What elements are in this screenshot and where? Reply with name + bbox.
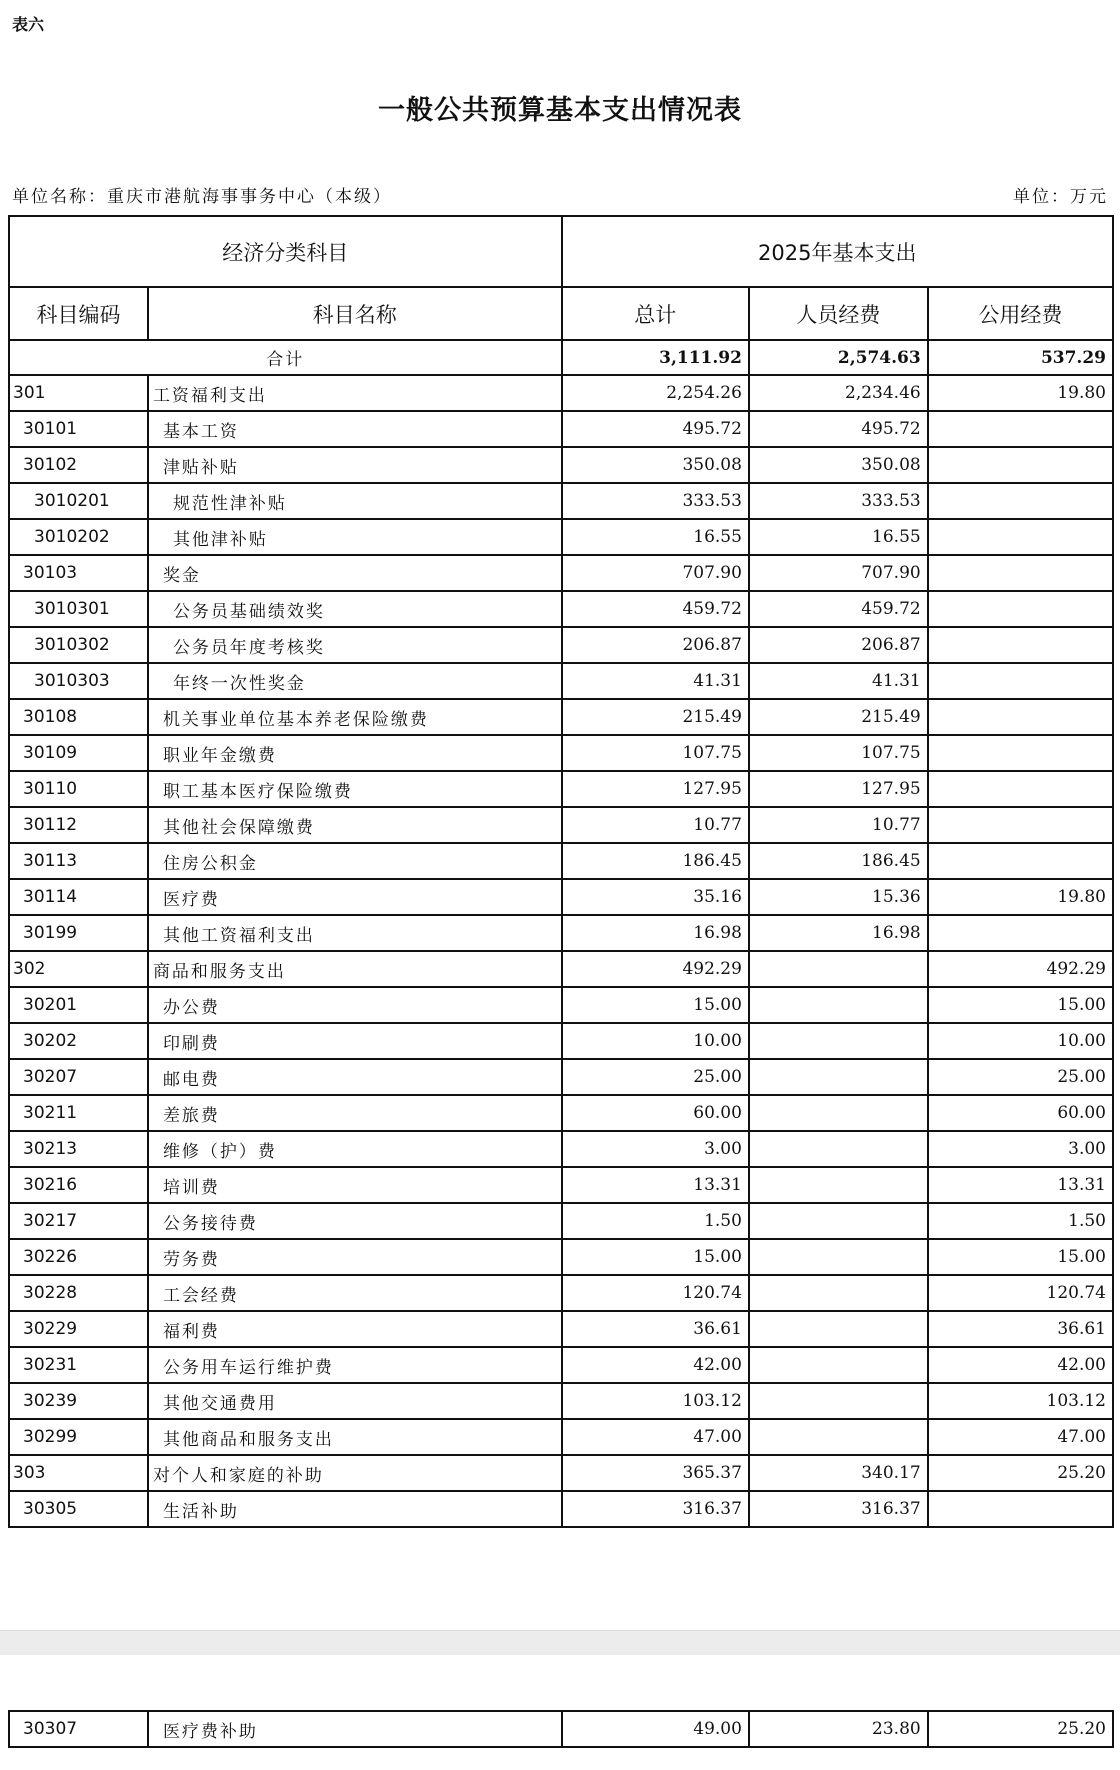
page-break	[0, 1630, 1120, 1656]
table-row	[9, 627, 1113, 663]
row-personnel: 206.87	[749, 627, 928, 663]
table-row	[9, 1383, 1113, 1419]
row-public	[928, 735, 1113, 771]
group-header-basic-expense: 2025年基本支出	[562, 216, 1113, 287]
row-personnel: 495.72	[749, 411, 928, 447]
row-personnel	[749, 1023, 928, 1059]
row-total: 186.45	[562, 843, 749, 879]
row-public	[928, 591, 1113, 627]
row-code: 30202	[9, 1023, 148, 1059]
row-public: 120.74	[928, 1275, 1113, 1311]
row-public: 36.61	[928, 1311, 1113, 1347]
row-personnel	[749, 1239, 928, 1275]
row-name: 其他社会保障缴费	[148, 807, 562, 843]
row-total: 333.53	[562, 483, 749, 519]
row-personnel	[749, 987, 928, 1023]
row-code: 30216	[9, 1167, 148, 1203]
row-code: 30114	[9, 879, 148, 915]
row-code: 30103	[9, 555, 148, 591]
row-name: 培训费	[148, 1167, 562, 1203]
table-label: 表六	[12, 15, 45, 34]
row-total: 707.90	[562, 555, 749, 591]
row-personnel	[749, 1167, 928, 1203]
row-total: 350.08	[562, 447, 749, 483]
row-personnel: 10.77	[749, 807, 928, 843]
table-row	[9, 1023, 1113, 1059]
row-code: 30102	[9, 447, 148, 483]
group-header-econ-class: 经济分类科目	[9, 216, 562, 287]
row-total: 215.49	[562, 699, 749, 735]
row-personnel	[749, 1383, 928, 1419]
table-row	[9, 1203, 1113, 1239]
row-name: 年终一次性奖金	[148, 663, 562, 699]
row-total: 3.00	[562, 1131, 749, 1167]
total-label: 合计	[9, 340, 562, 375]
row-personnel: 707.90	[749, 555, 928, 591]
row-public	[928, 483, 1113, 519]
unit-name: 单位名称：重庆市港航海事事务中心（本级）	[12, 187, 392, 207]
row-total: 10.77	[562, 807, 749, 843]
row-code: 303	[9, 1455, 148, 1491]
row-name: 医疗费补助	[148, 1711, 562, 1747]
row-total: 16.55	[562, 519, 749, 555]
row-public: 25.20	[928, 1455, 1113, 1491]
row-code: 30217	[9, 1203, 148, 1239]
row-code: 30110	[9, 771, 148, 807]
table-row	[9, 519, 1113, 555]
row-name: 奖金	[148, 555, 562, 591]
row-personnel: 127.95	[749, 771, 928, 807]
table-row	[9, 807, 1113, 843]
row-name: 生活补助	[148, 1491, 562, 1527]
row-name: 公务员基础绩效奖	[148, 591, 562, 627]
column-header-public: 公用经费	[928, 287, 1113, 340]
row-public: 10.00	[928, 1023, 1113, 1059]
table-row	[9, 951, 1113, 987]
table-row	[9, 483, 1113, 519]
row-total: 127.95	[562, 771, 749, 807]
table-row	[9, 591, 1113, 627]
total-row	[9, 340, 1113, 375]
row-name: 职工基本医疗保险缴费	[148, 771, 562, 807]
row-total: 206.87	[562, 627, 749, 663]
table-row	[9, 843, 1113, 879]
total-public: 537.29	[928, 340, 1113, 375]
row-public: 25.00	[928, 1059, 1113, 1095]
table-row	[9, 447, 1113, 483]
row-personnel	[749, 1275, 928, 1311]
row-total: 41.31	[562, 663, 749, 699]
table-row	[9, 699, 1113, 735]
row-name: 规范性津补贴	[148, 483, 562, 519]
row-public	[928, 1491, 1113, 1527]
row-total: 2,254.26	[562, 375, 749, 411]
row-personnel	[749, 951, 928, 987]
row-name: 其他商品和服务支出	[148, 1419, 562, 1455]
row-public: 19.80	[928, 375, 1113, 411]
row-code: 30229	[9, 1311, 148, 1347]
row-total: 35.16	[562, 879, 749, 915]
row-personnel	[749, 1311, 928, 1347]
row-total: 47.00	[562, 1419, 749, 1455]
row-name: 办公费	[148, 987, 562, 1023]
table-row	[9, 1059, 1113, 1095]
row-personnel: 41.31	[749, 663, 928, 699]
table-row	[9, 555, 1113, 591]
table-row	[9, 1455, 1113, 1491]
row-code: 30226	[9, 1239, 148, 1275]
row-name: 邮电费	[148, 1059, 562, 1095]
row-name: 工资福利支出	[148, 375, 562, 411]
row-name: 公务接待费	[148, 1203, 562, 1239]
row-total: 25.00	[562, 1059, 749, 1095]
row-name: 工会经费	[148, 1275, 562, 1311]
row-personnel	[749, 1131, 928, 1167]
row-total: 365.37	[562, 1455, 749, 1491]
row-total: 1.50	[562, 1203, 749, 1239]
row-public	[928, 807, 1113, 843]
row-name: 公务用车运行维护费	[148, 1347, 562, 1383]
row-public: 3.00	[928, 1131, 1113, 1167]
row-public	[928, 915, 1113, 951]
row-total: 15.00	[562, 987, 749, 1023]
row-code: 30213	[9, 1131, 148, 1167]
row-code: 3010302	[9, 627, 148, 663]
row-personnel: 459.72	[749, 591, 928, 627]
row-name: 机关事业单位基本养老保险缴费	[148, 699, 562, 735]
table-row	[9, 1311, 1113, 1347]
row-name: 津贴补贴	[148, 447, 562, 483]
row-public	[928, 627, 1113, 663]
budget-table	[8, 215, 1114, 1528]
column-header-row	[9, 287, 1113, 340]
row-total: 13.31	[562, 1167, 749, 1203]
column-header-total: 总计	[562, 287, 749, 340]
table-row	[9, 1419, 1113, 1455]
row-name: 医疗费	[148, 879, 562, 915]
table-row	[9, 1239, 1113, 1275]
table-row	[9, 771, 1113, 807]
row-name: 差旅费	[148, 1095, 562, 1131]
unit-label: 单位：万元	[1013, 187, 1108, 207]
row-personnel: 350.08	[749, 447, 928, 483]
table-row	[9, 663, 1113, 699]
row-code: 3010201	[9, 483, 148, 519]
row-public: 103.12	[928, 1383, 1113, 1419]
row-code: 30211	[9, 1095, 148, 1131]
row-code: 30201	[9, 987, 148, 1023]
row-public: 19.80	[928, 879, 1113, 915]
row-code: 30108	[9, 699, 148, 735]
row-total: 495.72	[562, 411, 749, 447]
table-row	[9, 915, 1113, 951]
row-personnel	[749, 1347, 928, 1383]
row-code: 30109	[9, 735, 148, 771]
row-name: 职业年金缴费	[148, 735, 562, 771]
row-total: 42.00	[562, 1347, 749, 1383]
row-public	[928, 843, 1113, 879]
budget-table-continued	[8, 1710, 1114, 1748]
row-name: 劳务费	[148, 1239, 562, 1275]
row-code: 30307	[9, 1711, 148, 1747]
row-name: 其他工资福利支出	[148, 915, 562, 951]
row-name: 住房公积金	[148, 843, 562, 879]
table-row	[9, 411, 1113, 447]
table-row	[9, 735, 1113, 771]
column-header-name: 科目名称	[148, 287, 562, 340]
row-name: 商品和服务支出	[148, 951, 562, 987]
row-code: 3010202	[9, 519, 148, 555]
row-name: 基本工资	[148, 411, 562, 447]
table-row	[9, 1095, 1113, 1131]
row-total: 60.00	[562, 1095, 749, 1131]
row-personnel: 2,234.46	[749, 375, 928, 411]
row-code: 3010303	[9, 663, 148, 699]
row-code: 301	[9, 375, 148, 411]
table-row	[9, 879, 1113, 915]
row-public	[928, 699, 1113, 735]
row-code: 30199	[9, 915, 148, 951]
row-public	[928, 555, 1113, 591]
row-code: 3010301	[9, 591, 148, 627]
table-row	[9, 1711, 1113, 1747]
table-row	[9, 1167, 1113, 1203]
row-name: 对个人和家庭的补助	[148, 1455, 562, 1491]
table-row	[9, 1275, 1113, 1311]
total-personnel: 2,574.63	[749, 340, 928, 375]
row-public	[928, 519, 1113, 555]
total-sum: 3,111.92	[562, 340, 749, 375]
row-total: 492.29	[562, 951, 749, 987]
row-personnel: 186.45	[749, 843, 928, 879]
row-personnel	[749, 1203, 928, 1239]
row-code: 30239	[9, 1383, 148, 1419]
row-name: 维修（护）费	[148, 1131, 562, 1167]
row-personnel: 16.98	[749, 915, 928, 951]
row-name: 其他交通费用	[148, 1383, 562, 1419]
row-total: 16.98	[562, 915, 749, 951]
row-personnel: 340.17	[749, 1455, 928, 1491]
row-total: 107.75	[562, 735, 749, 771]
row-public: 42.00	[928, 1347, 1113, 1383]
row-public: 25.20	[928, 1711, 1113, 1747]
row-total: 459.72	[562, 591, 749, 627]
table-row	[9, 987, 1113, 1023]
row-personnel	[749, 1059, 928, 1095]
row-name: 其他津补贴	[148, 519, 562, 555]
row-code: 30112	[9, 807, 148, 843]
row-total: 316.37	[562, 1491, 749, 1527]
row-code: 30231	[9, 1347, 148, 1383]
row-total: 10.00	[562, 1023, 749, 1059]
table-row	[9, 375, 1113, 411]
row-total: 103.12	[562, 1383, 749, 1419]
row-total: 15.00	[562, 1239, 749, 1275]
row-public: 47.00	[928, 1419, 1113, 1455]
row-personnel: 15.36	[749, 879, 928, 915]
row-public: 492.29	[928, 951, 1113, 987]
row-personnel: 107.75	[749, 735, 928, 771]
table-row	[9, 1131, 1113, 1167]
row-public: 15.00	[928, 1239, 1113, 1275]
row-personnel	[749, 1095, 928, 1131]
row-code: 30207	[9, 1059, 148, 1095]
column-header-personnel: 人员经费	[749, 287, 928, 340]
column-header-code: 科目编码	[9, 287, 148, 340]
row-total: 36.61	[562, 1311, 749, 1347]
row-personnel: 316.37	[749, 1491, 928, 1527]
row-public	[928, 447, 1113, 483]
row-name: 公务员年度考核奖	[148, 627, 562, 663]
table-row	[9, 1347, 1113, 1383]
row-public: 13.31	[928, 1167, 1113, 1203]
row-personnel	[749, 1419, 928, 1455]
row-code: 30305	[9, 1491, 148, 1527]
row-public: 60.00	[928, 1095, 1113, 1131]
row-code: 30228	[9, 1275, 148, 1311]
row-total: 120.74	[562, 1275, 749, 1311]
row-public: 1.50	[928, 1203, 1113, 1239]
row-personnel: 23.80	[749, 1711, 928, 1747]
page-title: 一般公共预算基本支出情况表	[378, 95, 742, 126]
row-public: 15.00	[928, 987, 1113, 1023]
row-name: 福利费	[148, 1311, 562, 1347]
row-public	[928, 771, 1113, 807]
group-header-row	[9, 216, 1113, 287]
row-code: 302	[9, 951, 148, 987]
row-public	[928, 411, 1113, 447]
row-total: 49.00	[562, 1711, 749, 1747]
table-row	[9, 1491, 1113, 1527]
row-public	[928, 663, 1113, 699]
row-personnel: 215.49	[749, 699, 928, 735]
row-personnel: 333.53	[749, 483, 928, 519]
row-code: 30101	[9, 411, 148, 447]
row-personnel: 16.55	[749, 519, 928, 555]
row-code: 30113	[9, 843, 148, 879]
row-name: 印刷费	[148, 1023, 562, 1059]
row-code: 30299	[9, 1419, 148, 1455]
